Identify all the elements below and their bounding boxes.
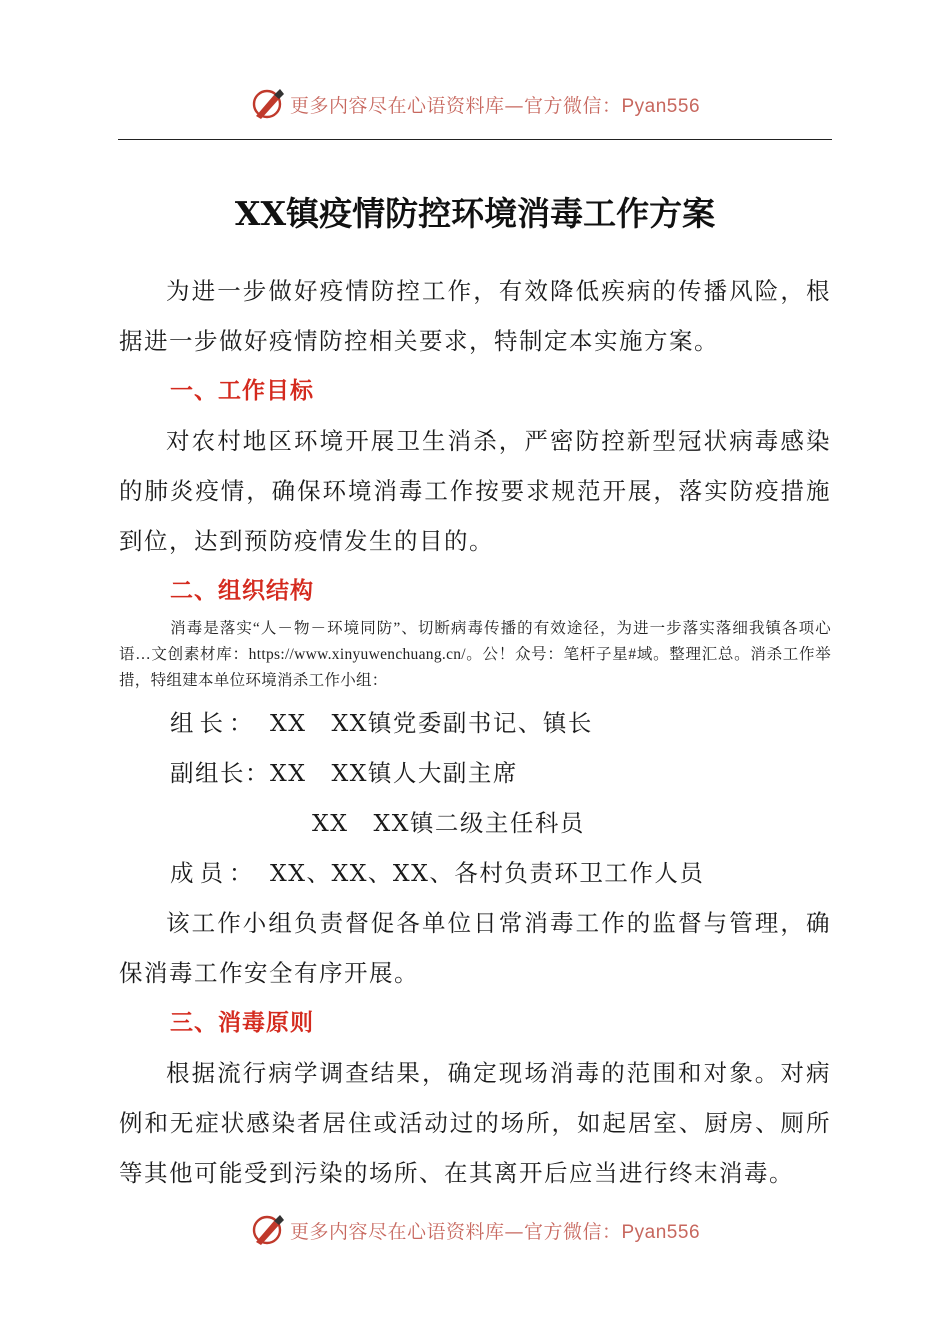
principles-paragraph: 根据流行病学调查结果，确定现场消毒的范围和对象。对病例和无症状感染者居住或活动过的场所，如起居室、厨房、厕所等其他可能受到污染的场所、在其离开后应当进行终末消毒。 <box>119 1059 831 1187</box>
leader-row <box>119 698 831 748</box>
organization-note: 消毒是落实“人－物－环境同防”、切断病毒传播的有效途径，为进一步落实落细我镇各项心语…文创素材库：https://www.xinyuwenchuang.cn/。公！众号：笔杆子星#域。整理汇总。消杀工作举措，特组建本单位环境消杀工作小组： <box>119 620 831 689</box>
members-label: 成员： <box>170 859 254 887</box>
deputy-value: XX XX镇人大副主席 <box>270 759 518 787</box>
document-body <box>119 266 831 1198</box>
deputy-value-2: XX XX镇二级主任科员 <box>312 809 585 837</box>
members-value: XX、XX、XX、各村负责环卫工作人员 <box>270 859 705 887</box>
leader-label: 组长： <box>170 709 254 737</box>
deputy-label: 副组长： <box>170 759 270 787</box>
header-divider <box>118 139 832 140</box>
pen-logo-icon <box>250 86 286 122</box>
goals-paragraph: 对农村地区环境开展卫生消杀，严密防控新型冠状病毒感染的肺炎疫情，确保环境消毒工作按要求规范开展，落实防疫措施到位，达到预防疫情发生的目的。 <box>119 427 831 555</box>
deputy-row-2 <box>119 798 831 848</box>
document-title: XX镇疫情防控环境消毒工作方案 <box>234 194 716 233</box>
section-heading-goals: 一、工作目标 <box>170 378 314 404</box>
section-heading-organization: 二、组织结构 <box>170 578 314 604</box>
footer-banner <box>0 1210 950 1250</box>
section-heading-principles: 三、消毒原则 <box>170 1010 314 1036</box>
header-banner <box>0 84 950 124</box>
footer-banner-text: 更多内容尽在心语资料库—官方微信：Pyan556 <box>289 1220 701 1243</box>
leader-value: XX XX镇党委副书记、镇长 <box>270 709 593 737</box>
pen-logo-icon <box>250 1212 286 1248</box>
members-row <box>119 848 831 898</box>
header-banner-text: 更多内容尽在心语资料库—官方微信：Pyan556 <box>289 94 701 117</box>
intro-paragraph: 为进一步做好疫情防控工作，有效降低疾病的传播风险，根据进一步做好疫情防控相关要求，特制定本实施方案。 <box>119 277 831 355</box>
organization-paragraph: 该工作小组负责督促各单位日常消毒工作的监督与管理，确保消毒工作安全有序开展。 <box>119 909 831 987</box>
deputy-row <box>119 748 831 798</box>
